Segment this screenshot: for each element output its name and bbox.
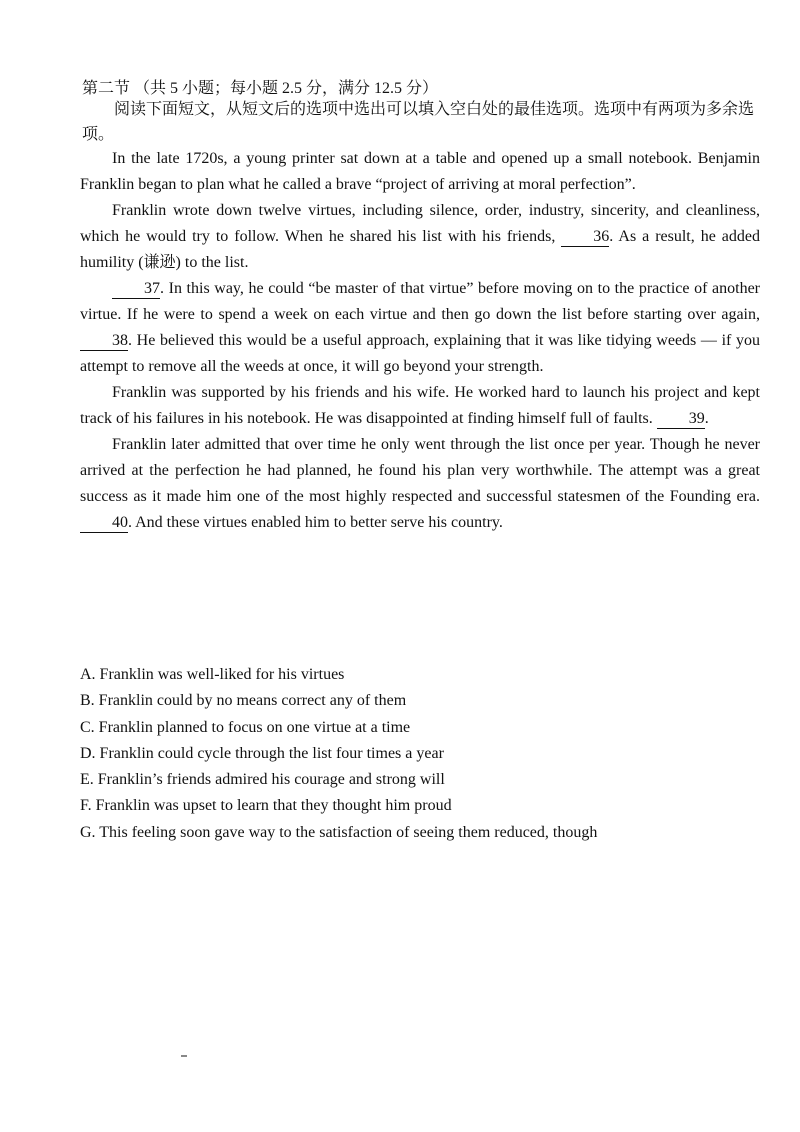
option-f: F. Franklin was upset to learn that they thought him proud bbox=[80, 797, 452, 815]
instructions: 阅读下面短文，从短文后的选项中选出可以填入空白处的最佳选项。选项中有两项为多余选项。 bbox=[82, 101, 755, 143]
paragraph-text: Franklin wrote down twelve virtues, including silence, order, industry, sincerity, and cleanliness, which he would try to follow. When he shared his list with his friends, bbox=[80, 202, 760, 245]
option-d: D. Franklin could cycle through the list four times a year bbox=[80, 744, 444, 762]
scan-speck bbox=[181, 1055, 187, 1057]
option-a: A. Franklin was well-liked for his virtues bbox=[80, 666, 345, 683]
blank-37: 37 bbox=[112, 280, 160, 299]
paragraph-2 bbox=[80, 198, 760, 276]
passage bbox=[80, 146, 760, 536]
paragraph-1 bbox=[80, 146, 760, 198]
paragraph-text: . bbox=[704, 410, 709, 427]
paragraph-text: . He believed this would be a useful approach, explaining that it was like tidying weeds — if you attempt to remove all the weeds at once, it will go beyond your strength. bbox=[80, 332, 760, 375]
option-g: G. This feeling soon gave way to the satisfaction of seeing them reduced, though bbox=[80, 823, 598, 841]
paragraph-text: . As a result, he added humility (谦逊) to the list. bbox=[80, 228, 760, 271]
paragraph-text: . In this way, he could “be master of that virtue” before moving on to the practice of another virtue. If he were to spend a week on each virtue and then go down the list before starting over again, bbox=[80, 280, 760, 323]
blank-38: 38 bbox=[80, 332, 128, 351]
paragraph-text: Franklin later admitted that over time he only went through the list once per year. Though he never arrived at the perfection he had planned, he found his plan very worthwhile. The attempt was a great success as it made him one of the most highly respected and successful statesmen of the Founding era. bbox=[80, 436, 760, 505]
paragraph-3 bbox=[80, 276, 760, 380]
option-e: E. Franklin’s friends admired his courage and strong will bbox=[80, 771, 445, 789]
option-list bbox=[80, 662, 780, 846]
blank-36: 36 bbox=[561, 228, 609, 247]
paragraph-5 bbox=[80, 432, 760, 536]
blank-40: 40 bbox=[80, 514, 128, 533]
paragraph-text: Franklin was supported by his friends and his wife. He worked hard to launch his project and kept track of his failures in his notebook. He was disappointed at finding himself full of faults. bbox=[80, 384, 760, 427]
paragraph-text: In the late 1720s, a young printer sat down at a table and opened up a small notebook. Benjamin Franklin began to plan what he called a brave “project of arriving at moral perfection”. bbox=[80, 150, 760, 193]
blank-39: 39 bbox=[657, 410, 705, 429]
section-header: 第二节 （共 5 小题；每小题 2.5 分，满分 12.5 分） bbox=[82, 80, 439, 97]
option-c: C. Franklin planned to focus on one virtue at a time bbox=[80, 718, 411, 736]
option-b: B. Franklin could by no means correct any of them bbox=[80, 692, 407, 710]
paragraph-text: . And these virtues enabled him to better serve his country. bbox=[128, 514, 503, 531]
paragraph-4 bbox=[80, 380, 760, 432]
